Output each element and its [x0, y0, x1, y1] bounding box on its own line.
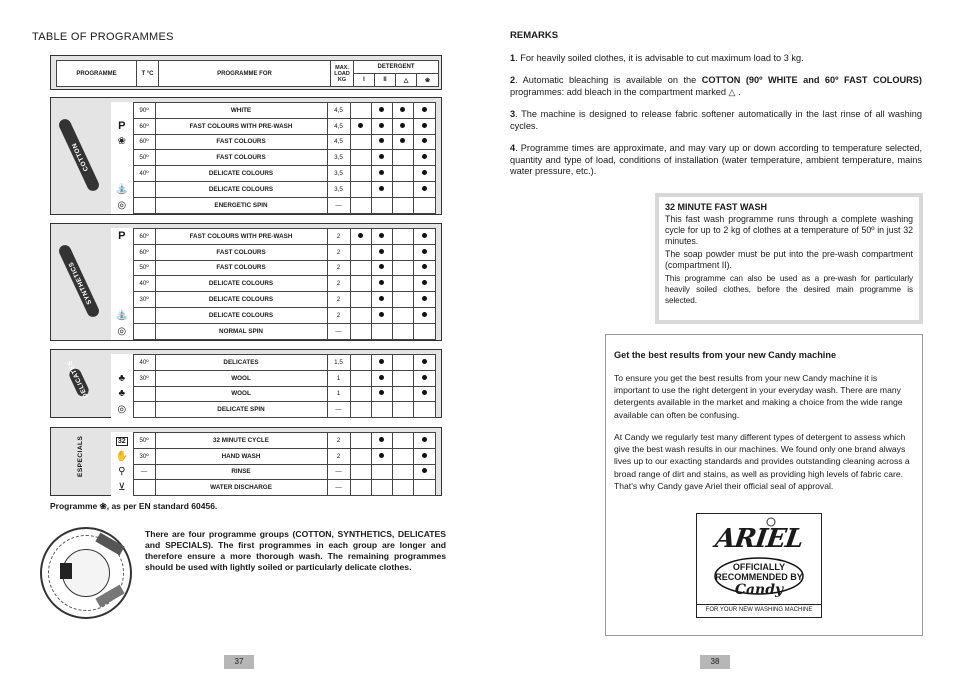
- detergent-cell: [392, 103, 413, 119]
- detergent-cell: [371, 323, 392, 339]
- table-row: [111, 166, 435, 182]
- detergent-dot-icon: [379, 154, 384, 159]
- prewash-icon: P: [118, 230, 126, 243]
- table-row: [111, 134, 435, 150]
- detergent-cell: [350, 433, 371, 449]
- detergent-cell: [392, 448, 413, 464]
- spin-icon: ◎: [117, 199, 127, 211]
- programme-name: DELICATE SPIN: [155, 402, 327, 418]
- temperature: 30º: [133, 370, 155, 386]
- temperature: 60º: [133, 118, 155, 134]
- detergent-cell: [392, 166, 413, 182]
- dial-pointer-icon: [60, 563, 72, 579]
- detergent-cell: [413, 103, 435, 119]
- detergent-dot-icon: [379, 437, 384, 442]
- table-row: [111, 448, 435, 464]
- detergent-dot-icon: [422, 138, 427, 143]
- detergent-cell: [413, 307, 435, 323]
- detergent-cell: [392, 307, 413, 323]
- candy-box: [605, 334, 923, 636]
- temperature: 60º: [133, 134, 155, 150]
- detergent-cell: [350, 448, 371, 464]
- detergent-dot-icon: [379, 296, 384, 301]
- group-cotton: [50, 97, 442, 215]
- detergent-cell: [413, 448, 435, 464]
- max-load: —: [327, 480, 350, 496]
- group-label: DELICATES: [66, 359, 90, 400]
- max-load: 2: [327, 244, 350, 260]
- temperature: 30º: [133, 292, 155, 308]
- detergent-cell: [413, 181, 435, 197]
- detergent-cell: [350, 181, 371, 197]
- detergent-cell: [371, 433, 392, 449]
- max-load: 2: [327, 229, 350, 245]
- table-row: [111, 464, 435, 480]
- detergent-dot-icon: [422, 437, 427, 442]
- programme-name: WATER DISCHARGE: [155, 480, 327, 496]
- remark-2-text-end: programmes: add bleach in the compartment marked △ .: [510, 86, 741, 97]
- detergent-cell: [371, 260, 392, 276]
- detergent-cell: [413, 355, 435, 371]
- table-row: [111, 103, 435, 119]
- detergent-cell: [392, 292, 413, 308]
- detergent-cell: [392, 386, 413, 402]
- detergent-cell: [350, 103, 371, 119]
- detergent-cell: [413, 276, 435, 292]
- detergent-cell: [371, 150, 392, 166]
- group-synthetics: [50, 223, 442, 341]
- detergent-dot-icon: [379, 312, 384, 317]
- detergent-cell: [350, 166, 371, 182]
- detergent-cell: [350, 276, 371, 292]
- temperature: 50º: [133, 150, 155, 166]
- max-load: —: [327, 402, 350, 418]
- rinse-icon: ⚲: [118, 466, 126, 478]
- remark-2-text: . Automatic bleaching is available on the: [515, 75, 702, 85]
- detergent-dot-icon: [379, 375, 384, 380]
- table-row: [111, 181, 435, 197]
- standard-programme-icon: ❀: [117, 136, 126, 148]
- detergent-cell: [392, 197, 413, 213]
- detergent-dot-icon: [422, 280, 427, 285]
- max-load: 2: [327, 260, 350, 276]
- detergent-cell: [413, 386, 435, 402]
- table-row: [111, 197, 435, 213]
- detergent-cell: [392, 355, 413, 371]
- detergent-cell: [371, 402, 392, 418]
- fast-wash-p2: The soap powder must be put into the pre-wash compartment (compartment II).: [665, 249, 913, 270]
- temperature: 30º: [133, 448, 155, 464]
- table-row: [111, 433, 435, 449]
- max-load: 1: [327, 386, 350, 402]
- max-load: 4,5: [327, 118, 350, 134]
- fast-wash-title: 32 MINUTE FAST WASH: [665, 202, 768, 212]
- wool-icon: ♣: [118, 388, 126, 400]
- programme-name: FAST COLOURS WITH PRE-WASH: [155, 229, 327, 245]
- detergent-cell: [413, 464, 435, 480]
- remark-1: [510, 53, 922, 65]
- right-page: [477, 0, 954, 675]
- programme-name: WOOL: [155, 386, 327, 402]
- programme-name: 32 MINUTE CYCLE: [155, 433, 327, 449]
- temperature: 50º: [133, 260, 155, 276]
- remark-2-number: 2: [510, 75, 516, 85]
- remark-4-number: 4: [510, 143, 516, 153]
- table-row: [111, 260, 435, 276]
- detergent-cell: [350, 260, 371, 276]
- detergent-dot-icon: [379, 107, 384, 112]
- detergent-cell: [392, 433, 413, 449]
- programme-table-header: [50, 55, 442, 90]
- programme-name: NORMAL SPIN: [155, 323, 327, 339]
- col-detergent: DETERGENT: [354, 61, 439, 74]
- programme-dial-icon: [40, 527, 132, 619]
- detergent-dot-icon: [379, 138, 384, 143]
- detergent-cell: [371, 229, 392, 245]
- max-load: 1: [327, 370, 350, 386]
- max-load: 3,5: [327, 150, 350, 166]
- detergent-cell: [350, 134, 371, 150]
- detergent-dot-icon: [379, 280, 384, 285]
- temperature: 40º: [133, 166, 155, 182]
- detergent-cell: [371, 386, 392, 402]
- table-row: [111, 402, 435, 418]
- table-row: [111, 323, 435, 339]
- temperature: [133, 323, 155, 339]
- logo-line-1: OFFICIALLY: [732, 562, 786, 572]
- detergent-cell: [371, 292, 392, 308]
- programme-name: RINSE: [155, 464, 327, 480]
- detergent-cell: [392, 229, 413, 245]
- col-max-load: MAX. LOAD KG: [331, 61, 354, 87]
- detergent-dot-icon: [400, 123, 405, 128]
- programme-name: DELICATE COLOURS: [155, 307, 327, 323]
- detergent-cell: [413, 134, 435, 150]
- detergent-dot-icon: [422, 296, 427, 301]
- detergent-cell: [350, 197, 371, 213]
- detergent-cell: [413, 260, 435, 276]
- detergent-cell: [350, 402, 371, 418]
- table-row: [111, 307, 435, 323]
- programme-name: FAST COLOURS: [155, 134, 327, 150]
- fast-wash-box: [655, 193, 923, 324]
- remark-3-text: . The machine is designed to release fabric softener automatically in the last rinse of all washing cycles.: [510, 109, 922, 131]
- programme-name: DELICATE COLOURS: [155, 181, 327, 197]
- detergent-dot-icon: [422, 375, 427, 380]
- detergent-cell: [413, 323, 435, 339]
- page-number: 38: [700, 655, 730, 669]
- detergent-dot-icon: [379, 359, 384, 364]
- detergent-cell: [413, 166, 435, 182]
- detergent-cell: [392, 370, 413, 386]
- detergent-cell: [350, 464, 371, 480]
- table-row: [111, 386, 435, 402]
- fast-wash-p1: This fast wash programme runs through a complete washing cycle for up to 2 kg of clothes at a temperature of 50º in just 32 minutes.: [665, 214, 913, 246]
- detergent-cell: [350, 386, 371, 402]
- temperature: [133, 197, 155, 213]
- detergent-cell: [392, 134, 413, 150]
- detergent-cell: [392, 323, 413, 339]
- programme-name: FAST COLOURS WITH PRE-WASH: [155, 118, 327, 134]
- groups-description: There are four programme groups (COTTON, SYNTHETICS, DELICATES and SPECIALS). The first programmes in each group are longer and therefore ensure a more thorough wash. The remaining programmes should be used with lightly soiled or particularly delicate clothes.: [145, 529, 446, 572]
- programme-name: HAND WASH: [155, 448, 327, 464]
- prewash-icon: P: [118, 120, 126, 133]
- detergent-cell: [371, 355, 392, 371]
- table-row: [111, 229, 435, 245]
- detergent-cell: [371, 166, 392, 182]
- detergent-cell: [350, 118, 371, 134]
- detergent-dot-icon: [379, 170, 384, 175]
- detergent-dot-icon: [379, 264, 384, 269]
- detergent-cell: [413, 402, 435, 418]
- remark-3: [510, 109, 922, 132]
- temperature: —: [133, 464, 155, 480]
- detergent-cell: [392, 402, 413, 418]
- programme-name: DELICATE COLOURS: [155, 276, 327, 292]
- remark-4: [510, 143, 922, 178]
- programme-name: DELICATES: [155, 355, 327, 371]
- detergent-dot-icon: [379, 453, 384, 458]
- footnote: Programme ❀, as per EN standard 60456.: [50, 501, 218, 511]
- detergent-cell: [350, 480, 371, 496]
- programme-name: FAST COLOURS: [155, 244, 327, 260]
- max-load: 2: [327, 307, 350, 323]
- detergent-dot-icon: [422, 233, 427, 238]
- detergent-dot-icon: [422, 264, 427, 269]
- detergent-cell: [350, 307, 371, 323]
- spin-icon: ◎: [117, 325, 127, 337]
- detergent-dot-icon: [358, 233, 363, 238]
- detergent-cell: [392, 276, 413, 292]
- detergent-cell: [350, 229, 371, 245]
- temperature: 60º: [133, 229, 155, 245]
- wool-icon: ♣: [118, 372, 126, 384]
- group-label: ESPECIALS: [77, 435, 84, 477]
- detergent-dot-icon: [379, 249, 384, 254]
- detergent-cell: [371, 244, 392, 260]
- detergent-cell: [413, 244, 435, 260]
- max-load: 3,5: [327, 181, 350, 197]
- detergent-dot-icon: [422, 312, 427, 317]
- programme-name: FAST COLOURS: [155, 150, 327, 166]
- detergent-dot-icon: [400, 107, 405, 112]
- col-temp: T °C: [137, 61, 159, 87]
- detergent-dot-icon: [379, 186, 384, 191]
- detergent-cell: [371, 464, 392, 480]
- detergent-cell: [392, 181, 413, 197]
- max-load: —: [327, 197, 350, 213]
- detergent-cell: [350, 323, 371, 339]
- detergent-dot-icon: [422, 107, 427, 112]
- cold-tap-icon: ⛲: [115, 309, 128, 321]
- detergent-cell: [413, 229, 435, 245]
- table-row: [111, 370, 435, 386]
- fast-wash-p3: This programme can also be used as a pre-wash for particularly heavily soiled clothes, before the desired main programme is selected.: [665, 274, 913, 305]
- programme-name: ENERGETIC SPIN: [155, 197, 327, 213]
- col-programme: PROGRAMME: [57, 61, 137, 87]
- detergent-dot-icon: [422, 186, 427, 191]
- temperature: 90º: [133, 103, 155, 119]
- detergent-cell: [371, 448, 392, 464]
- detergent-cell: [350, 370, 371, 386]
- bleach-icon: △: [396, 74, 417, 87]
- detergent-cell: [392, 150, 413, 166]
- table-row: [111, 150, 435, 166]
- max-load: 4,5: [327, 134, 350, 150]
- detergent-cell: [350, 150, 371, 166]
- detergent-dot-icon: [422, 249, 427, 254]
- detergent-dot-icon: [379, 233, 384, 238]
- logo-footer: FOR YOUR NEW WASHING MACHINE: [697, 604, 821, 613]
- detergent-cell: [371, 480, 392, 496]
- programme-name: FAST COLOURS: [155, 260, 327, 276]
- programme-name: WOOL: [155, 370, 327, 386]
- detergent-cell: [350, 292, 371, 308]
- table-row: [111, 276, 435, 292]
- group-label: SYNTHETICS: [67, 260, 94, 306]
- detergent-cell: [413, 118, 435, 134]
- detergent-cell: [413, 150, 435, 166]
- table-heading: TABLE OF PROGRAMMES: [32, 31, 174, 43]
- detergent-dot-icon: [358, 123, 363, 128]
- detergent-cell: [413, 370, 435, 386]
- detergent-cell: [350, 244, 371, 260]
- group-delicates: [50, 349, 442, 418]
- remark-2: [510, 75, 922, 98]
- fast-wash-content: [659, 197, 919, 320]
- detergent-cell: [371, 307, 392, 323]
- hand-wash-icon: ✋: [115, 450, 128, 462]
- detergent-dot-icon: [379, 390, 384, 395]
- col-programme-for: PROGRAMME FOR: [159, 61, 331, 87]
- detergent-dot-icon: [422, 468, 427, 473]
- table-row: [111, 292, 435, 308]
- table-row: [111, 480, 435, 496]
- spin-icon: ◎: [117, 404, 127, 416]
- max-load: 4,5: [327, 103, 350, 119]
- remark-1-number: 1: [510, 53, 516, 63]
- temperature: [133, 480, 155, 496]
- max-load: —: [327, 323, 350, 339]
- remark-3-number: 3: [510, 109, 516, 119]
- temperature: 40º: [133, 355, 155, 371]
- detergent-dot-icon: [422, 359, 427, 364]
- table-row: [111, 244, 435, 260]
- detergent-dot-icon: [379, 123, 384, 128]
- max-load: —: [327, 464, 350, 480]
- temperature: [133, 307, 155, 323]
- detergent-cell: [413, 197, 435, 213]
- detergent-cell: [371, 370, 392, 386]
- max-load: 1,5: [327, 355, 350, 371]
- detergent-cell: [371, 118, 392, 134]
- ariel-logo: [696, 513, 822, 618]
- temperature: 60º: [133, 244, 155, 260]
- detergent-cell: [371, 276, 392, 292]
- remark-4-text: . Programme times are approximate, and may vary up or down according to temperature selected, quantity and type of load, conditions of installation (water temperature, ambient temperature, mains water pressure, etc.).: [510, 143, 922, 177]
- temperature: [133, 181, 155, 197]
- group-especials: [50, 427, 442, 496]
- remark-1-text: . For heavily soiled clothes, it is advisable to cut maximum load to 3 kg.: [515, 53, 804, 63]
- max-load: 3,5: [327, 166, 350, 182]
- ariel-brand: ARIEL: [713, 524, 805, 554]
- group-label: COTTON: [70, 141, 91, 173]
- detergent-cell: [413, 433, 435, 449]
- remarks-title: REMARKS: [510, 30, 559, 41]
- temperature: 50º: [133, 433, 155, 449]
- detergent-cell: [392, 118, 413, 134]
- temperature: 40º: [133, 276, 155, 292]
- 32-minute-icon: 32: [117, 437, 126, 445]
- detergent-cell: [413, 480, 435, 496]
- detergent-dot-icon: [422, 390, 427, 395]
- temperature: [133, 402, 155, 418]
- cold-tap-icon: ⛲: [115, 183, 128, 195]
- detergent-cell: [413, 292, 435, 308]
- compartment-1: I: [354, 74, 375, 87]
- detergent-cell: [392, 244, 413, 260]
- detergent-dot-icon: [422, 453, 427, 458]
- compartment-2: II: [375, 74, 396, 87]
- max-load: 2: [327, 448, 350, 464]
- logo-candy: Candy: [734, 582, 784, 598]
- temperature: [133, 386, 155, 402]
- detergent-cell: [392, 464, 413, 480]
- candy-title: Get the best results from your new Candy machine: [614, 350, 837, 360]
- max-load: 2: [327, 292, 350, 308]
- detergent-cell: [371, 197, 392, 213]
- detergent-dot-icon: [422, 123, 427, 128]
- page-number: 37: [224, 655, 254, 669]
- programme-name: WHITE: [155, 103, 327, 119]
- detergent-dot-icon: [422, 154, 427, 159]
- candy-p2: At Candy we regularly test many different types of detergent to assess which give the best wash results in our machines. We found only one brand always lives up to our exacting standards and provides outstanding cleaning across a broad range of dirt and stains, as well as providing high levels of fabric care. That's why Candy gave Ariel their official seal of approval.: [614, 432, 910, 491]
- detergent-dot-icon: [422, 170, 427, 175]
- softener-icon: ❀: [417, 74, 439, 87]
- max-load: 2: [327, 433, 350, 449]
- detergent-cell: [350, 355, 371, 371]
- detergent-cell: [371, 103, 392, 119]
- drain-icon: ⊻: [118, 482, 126, 494]
- detergent-cell: [392, 260, 413, 276]
- max-load: 2: [327, 276, 350, 292]
- detergent-cell: [392, 480, 413, 496]
- table-row: [111, 355, 435, 371]
- detergent-cell: [371, 134, 392, 150]
- table-row: [111, 118, 435, 134]
- candy-p1: To ensure you get the best results from your new Candy machine it is important to use the right detergent in your everyday wash. There are many detergents available in the market and making a choice from the wide range available can often be confusing.: [614, 373, 903, 420]
- programme-name: DELICATE COLOURS: [155, 292, 327, 308]
- remark-2-programmes: COTTON (90º WHITE and 60º FAST COLOURS): [701, 75, 922, 85]
- detergent-cell: [371, 181, 392, 197]
- logo-line-2: RECOMMENDED BY: [715, 572, 803, 582]
- detergent-dot-icon: [400, 138, 405, 143]
- programme-name: DELICATE COLOURS: [155, 166, 327, 182]
